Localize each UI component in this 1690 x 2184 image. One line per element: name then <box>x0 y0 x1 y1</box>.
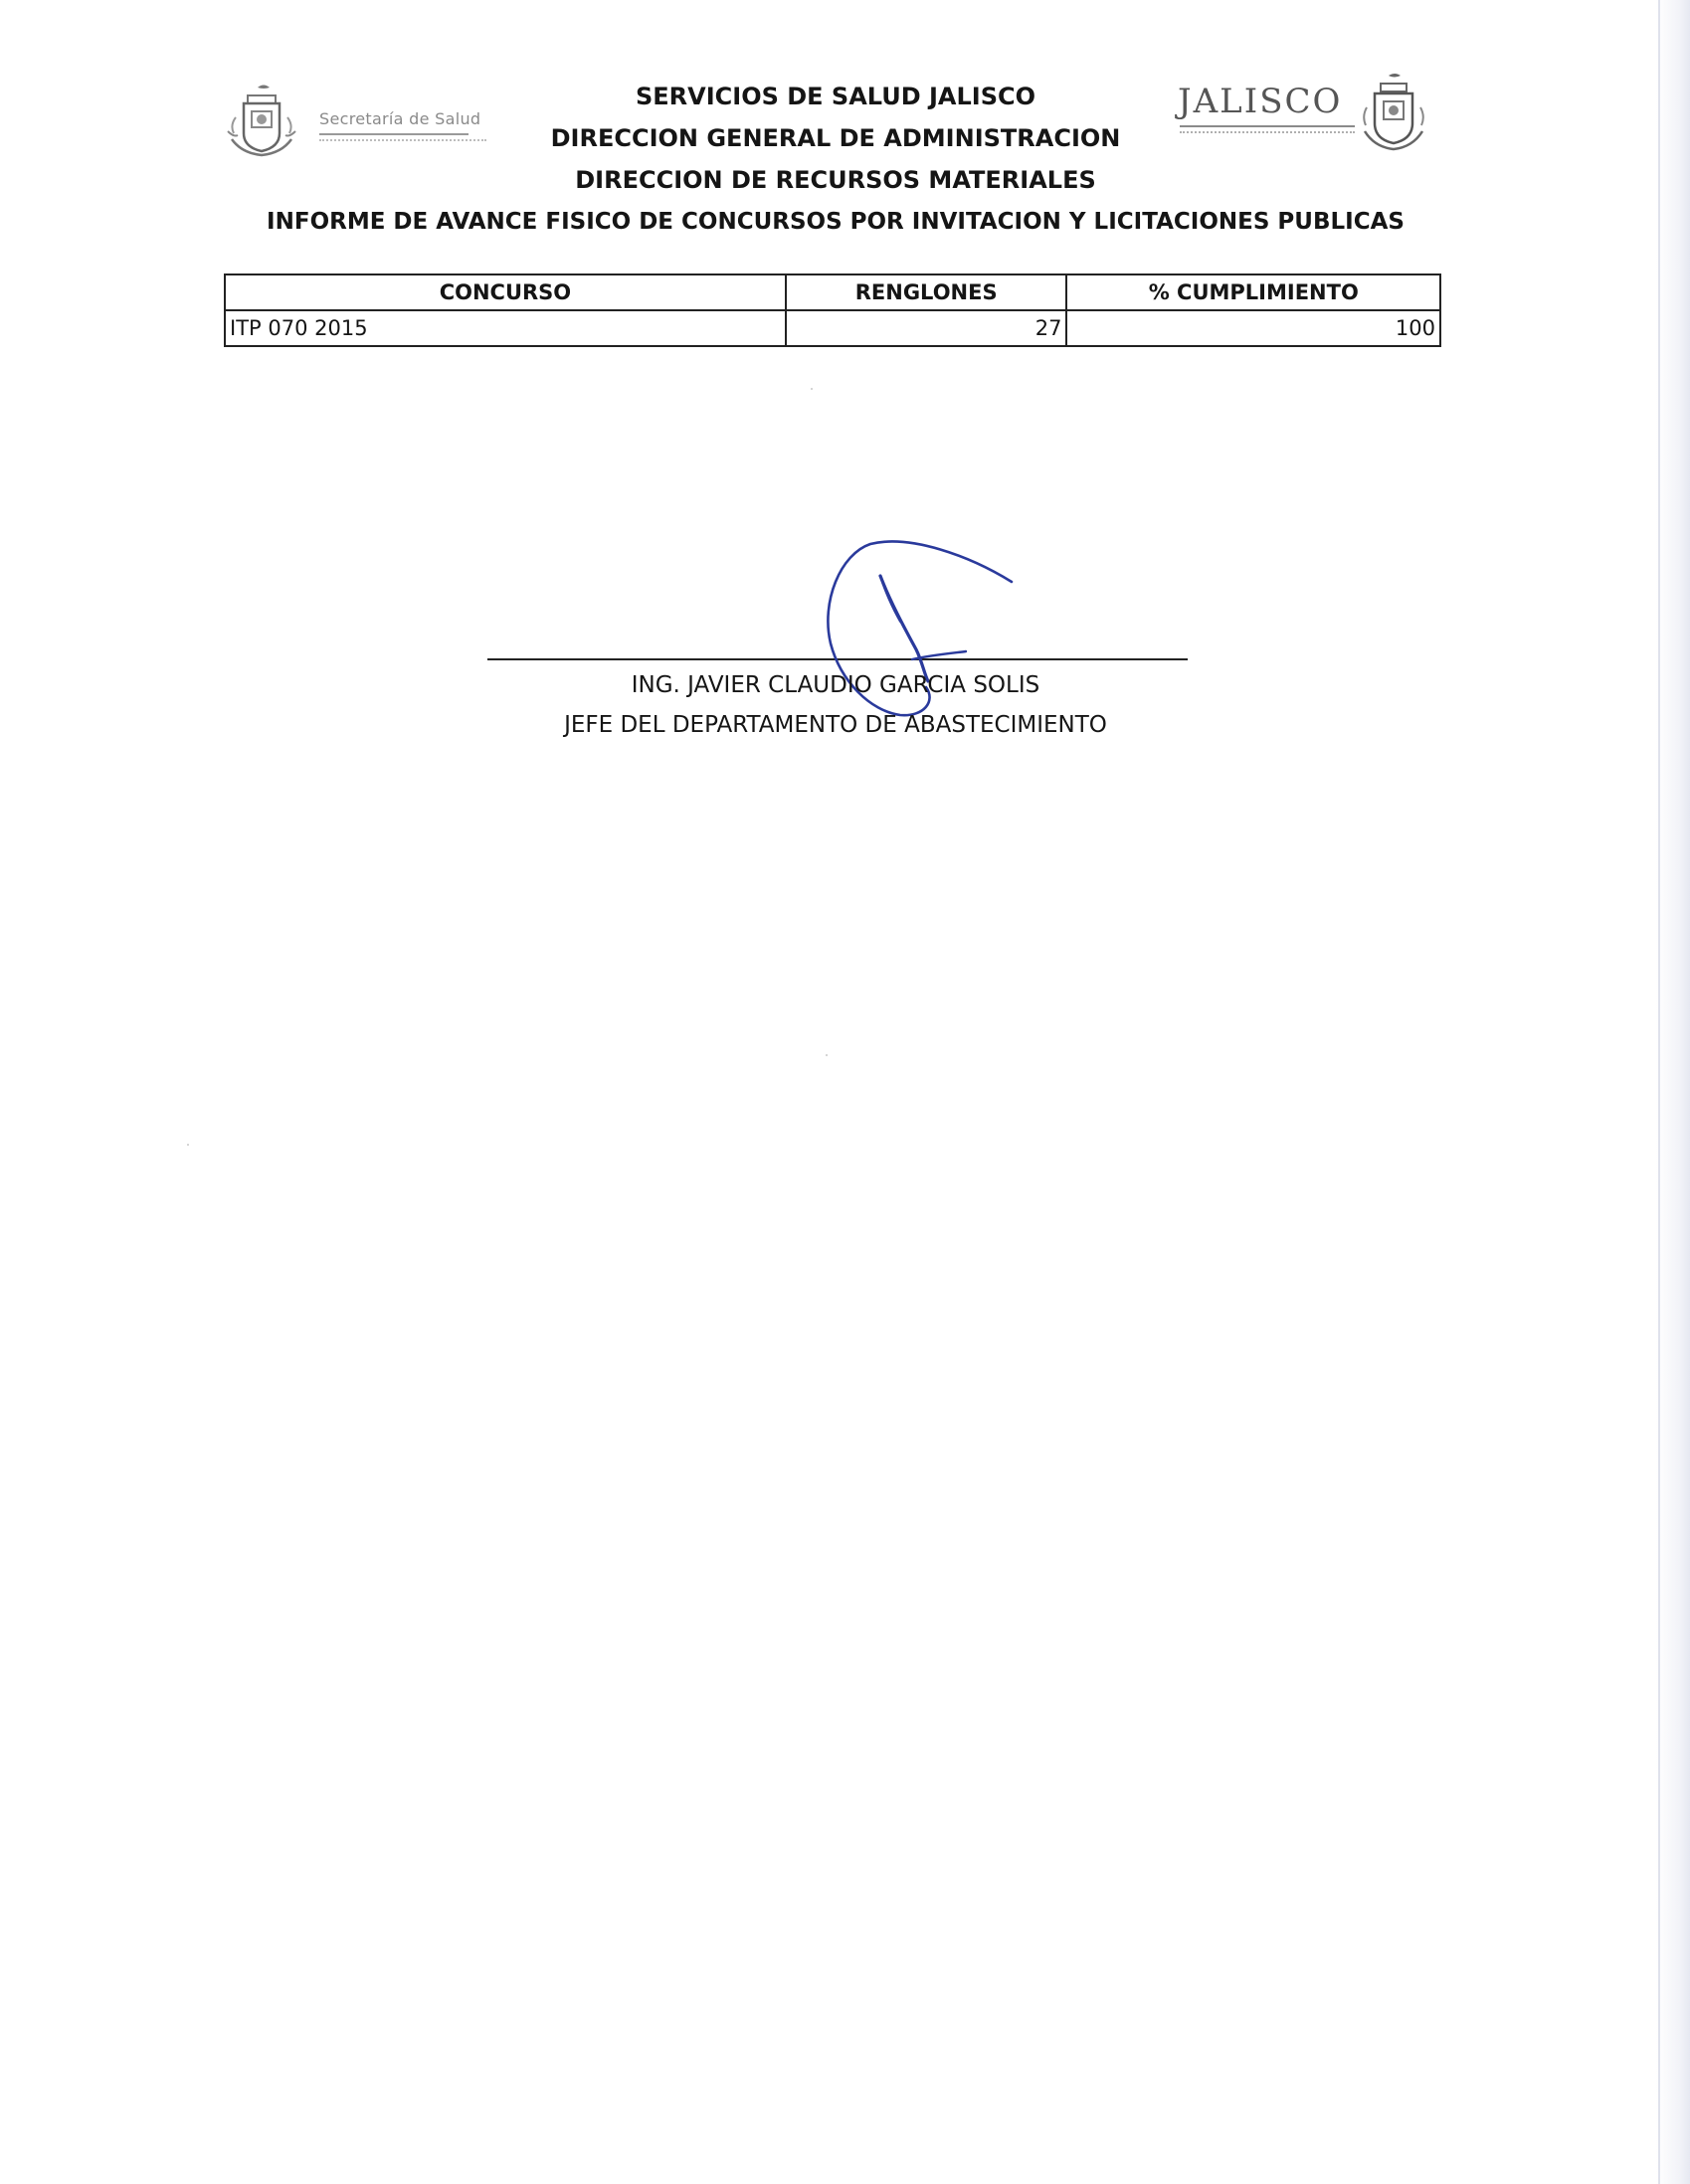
cell-cumplimiento: 100 <box>1066 310 1440 346</box>
scan-edge-line <box>1658 0 1660 2184</box>
column-header-concurso: CONCURSO <box>225 274 786 310</box>
signer-title: JEFE DEL DEPARTAMENTO DE ABASTECIMIENTO <box>564 712 1107 738</box>
header-title-1: SERVICIOS DE SALUD JALISCO <box>635 83 1035 110</box>
handwritten-signature <box>801 532 1039 731</box>
cell-concurso: ITP 070 2015 <box>225 310 786 346</box>
scan-edge-shadow <box>1656 0 1690 2184</box>
scan-speck <box>826 1054 828 1056</box>
scan-speck <box>187 1144 189 1146</box>
header-title-3: DIRECCION DE RECURSOS MATERIALES <box>575 166 1096 194</box>
column-header-cumplimiento: % CUMPLIMIENTO <box>1066 274 1440 310</box>
secretaria-salud-text: Secretaría de Salud <box>319 109 481 128</box>
table-header-row <box>225 274 1440 310</box>
report-title: INFORME DE AVANCE FISICO DE CONCURSOS POR INVITACION Y LICITACIONES PUBLICAS <box>267 209 1405 235</box>
cell-renglones: 27 <box>786 310 1067 346</box>
header-title-2: DIRECCION GENERAL DE ADMINISTRACION <box>550 124 1121 152</box>
signer-name: ING. JAVIER CLAUDIO GARCIA SOLIS <box>631 672 1040 698</box>
document-header-titles <box>239 76 1432 243</box>
concursos-table <box>224 273 1441 347</box>
column-header-renglones: RENGLONES <box>786 274 1067 310</box>
jalisco-wordmark: JALISCO <box>1178 82 1343 121</box>
scan-speck <box>811 388 813 390</box>
table-row <box>225 310 1440 346</box>
